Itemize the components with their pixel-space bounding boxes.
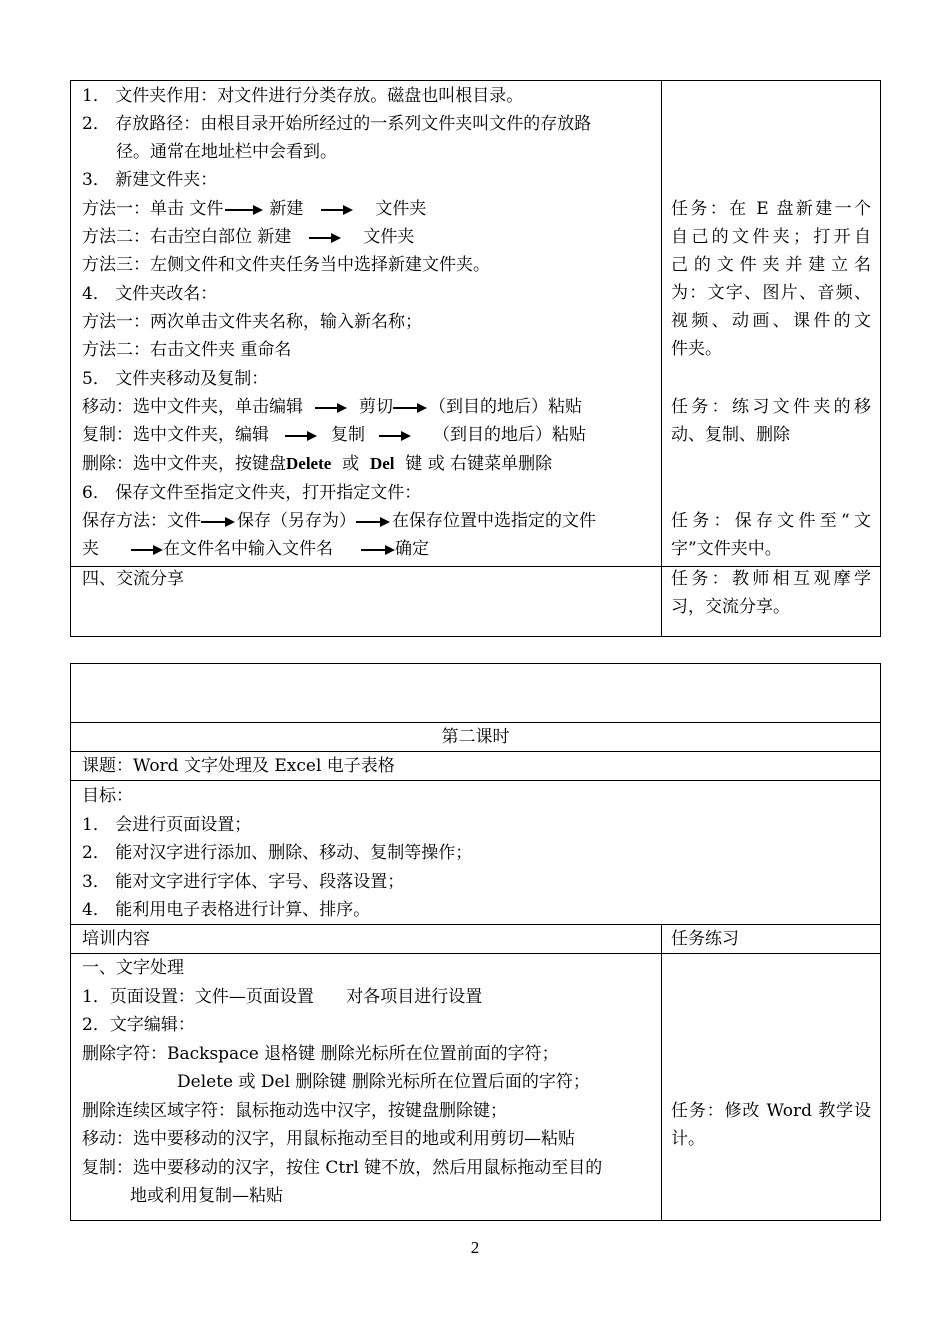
text: 删除：选中文件夹，按键盘	[82, 454, 286, 474]
task-word-design	[671, 1097, 871, 1153]
text: （到目的地后）粘贴	[429, 397, 582, 417]
text-line: 方法三：左侧文件和文件夹任务当中选择新建文件夹。	[82, 255, 490, 275]
del-key-label: Del	[369, 454, 395, 473]
goal-item: 4． 能利用电子表格进行计算、排序。	[82, 900, 371, 920]
column-divider	[661, 924, 662, 1220]
text: 在文件名中输入文件名	[163, 539, 333, 559]
arrow-right-icon	[379, 431, 411, 441]
text: （到目的地后）粘贴	[433, 425, 586, 445]
text-line: 1． 文件夹作用：对文件进行分类存放。磁盘也叫根目录。	[82, 86, 524, 106]
text: 保存（另存为）	[237, 511, 356, 531]
arrow-right-icon	[361, 545, 395, 555]
row-divider	[71, 953, 880, 954]
text: 方法一：单击 文件	[82, 199, 224, 219]
goal-item: 1． 会进行页面设置；	[82, 815, 252, 835]
method-one-line	[82, 195, 426, 223]
page-number: 2	[470, 1238, 480, 1257]
row-divider	[71, 780, 880, 781]
content-line: 删除字符：Backspace 退格键 删除光标所在位置前面的字符；	[82, 1044, 559, 1064]
content-line: 复制：选中要移动的汉字，按住 Ctrl 键不放，然后用鼠标拖动至目的	[82, 1158, 603, 1178]
text-line: 视频、动画、课件的文	[671, 311, 871, 331]
text-line: 动、复制、删除	[671, 425, 790, 445]
arrow-right-icon	[315, 403, 347, 413]
arrow-right-icon	[201, 517, 235, 527]
text: 剪切	[359, 397, 393, 417]
text-line: 计。	[671, 1129, 705, 1149]
text-line: 自己的文件夹；打开自	[671, 227, 871, 247]
text: 夹	[82, 539, 99, 559]
arrow-right-icon	[285, 431, 317, 441]
content-line: 1．页面设置：文件—页面设置 对各项目进行设置	[82, 987, 483, 1007]
text: 或	[342, 454, 360, 474]
text-line: 6． 保存文件至指定文件夹，打开指定文件：	[82, 483, 422, 503]
task-share	[671, 565, 871, 621]
text-line: 任务：练习文件夹的移	[671, 397, 871, 417]
goal-item: 2． 能对汉字进行添加、删除、移动、复制等操作；	[82, 843, 473, 863]
text-line: 己的文件夹并建立名	[671, 255, 871, 275]
text-line: 径。通常在地址栏中会看到。	[116, 142, 337, 162]
text-line: 为：文字、图片、音频、	[671, 283, 871, 303]
task-move-copy	[671, 393, 871, 449]
goal-item: 3． 能对文字进行字体、字号、段落设置；	[82, 872, 405, 892]
text: 移动：选中文件夹，单击编辑	[82, 397, 303, 417]
task-save-file	[671, 507, 871, 563]
task-create-folders	[671, 195, 871, 363]
text-line: 件夹。	[671, 339, 722, 359]
content-line: 一、文字处理	[82, 958, 184, 978]
text-line: 任务：保存文件至“文	[671, 511, 871, 531]
lesson-topic: 课题：Word 文字处理及 Excel 电子表格	[82, 756, 395, 776]
text-line: 任务：修改 Word 教学设	[671, 1101, 871, 1121]
text: 复制	[331, 425, 365, 445]
content-line: 地或利用复制—粘贴	[130, 1186, 283, 1206]
text-line: 2． 存放路径：由根目录开始所经过的一系列文件夹叫文件的存放路	[82, 114, 592, 134]
text: 方法二：右击空白部位 新建	[82, 227, 292, 247]
text: 文件夹	[375, 199, 427, 219]
column-divider	[661, 81, 662, 636]
copy-line	[82, 421, 586, 449]
delete-key-label: Delete	[286, 454, 332, 473]
column-header-tasks: 任务练习	[671, 929, 739, 949]
content-line: 移动：选中要移动的汉字，用鼠标拖动至目的地或利用剪切—粘贴	[82, 1129, 575, 1149]
text: 复制：选中文件夹，编辑	[82, 425, 269, 445]
text-line: 方法一：两次单击文件夹名称，输入新名称；	[82, 312, 422, 332]
arrow-right-icon	[393, 403, 427, 413]
text-line: 字”文件夹中。	[671, 539, 782, 559]
text-line: 方法二：右击文件夹 重命名	[82, 340, 292, 360]
arrow-right-icon	[131, 545, 163, 555]
share-heading: 四、交流分享	[82, 569, 184, 589]
save-line	[82, 507, 596, 535]
arrow-right-icon	[356, 517, 390, 527]
text-line: 习，交流分享。	[671, 597, 790, 617]
content-line: 2．文字编辑：	[82, 1015, 195, 1035]
row-divider	[71, 924, 880, 925]
move-line	[82, 393, 582, 421]
text-line: 4． 文件夹改名：	[82, 284, 218, 304]
arrow-right-icon	[309, 233, 341, 243]
arrow-right-icon	[321, 205, 353, 215]
text: 确定	[395, 539, 429, 559]
goals-label: 目标：	[82, 786, 133, 806]
text-line: 任务：在 E 盘新建一个	[671, 199, 871, 219]
text: 文件夹	[363, 227, 415, 247]
column-header-content: 培训内容	[82, 929, 150, 949]
text: 键 或 右键菜单删除	[405, 454, 553, 474]
text: 在保存位置中选指定的文件	[392, 511, 596, 531]
method-two-line	[82, 223, 414, 251]
content-line: 删除连续区域字符：鼠标拖动选中汉字，按键盘删除键；	[82, 1101, 507, 1121]
save-line-2	[82, 535, 429, 563]
content-line: Delete 或 Del 删除键 删除光标所在位置后面的字符；	[177, 1072, 590, 1092]
delete-line	[82, 450, 552, 478]
arrow-right-icon	[225, 205, 263, 215]
text-line: 5． 文件夹移动及复制：	[82, 369, 269, 389]
text-line: 任务：教师相互观摩学	[671, 569, 871, 589]
session-title: 第二课时	[441, 727, 510, 747]
text: 保存方法：文件	[82, 511, 201, 531]
text: 新建	[269, 199, 304, 219]
text-line: 3． 新建文件夹：	[82, 170, 218, 190]
